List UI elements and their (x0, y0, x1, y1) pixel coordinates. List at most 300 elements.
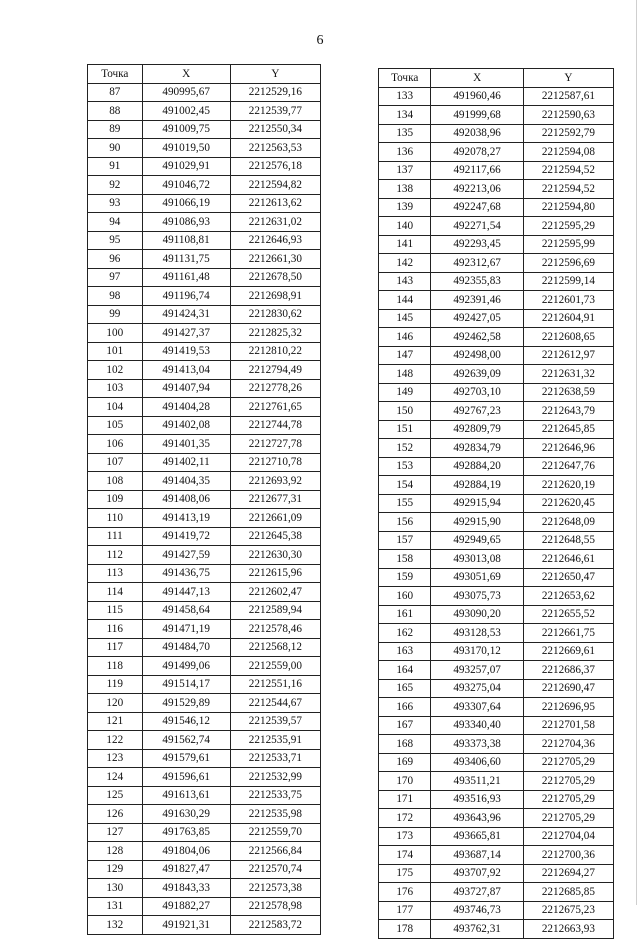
y-coordinate-cell: 2212648,09 (523, 513, 613, 532)
x-coordinate-cell: 492884,20 (431, 457, 523, 476)
point-number-cell: 132 (88, 916, 143, 935)
point-number-cell: 145 (379, 309, 431, 328)
point-number-cell: 174 (379, 846, 431, 865)
point-number-cell: 122 (88, 731, 143, 750)
x-coordinate-cell: 492462,58 (431, 328, 523, 347)
x-coordinate-cell: 492809,79 (431, 420, 523, 439)
x-coordinate-cell: 491066,19 (142, 194, 230, 213)
x-coordinate-cell: 491419,53 (142, 342, 230, 361)
table-row (88, 823, 321, 842)
x-coordinate-cell: 491413,04 (142, 361, 230, 380)
y-coordinate-cell: 2212578,46 (230, 620, 320, 639)
table-row (379, 513, 614, 532)
point-number-cell: 104 (88, 398, 143, 417)
x-coordinate-cell: 491419,72 (142, 527, 230, 546)
point-number-cell: 124 (88, 768, 143, 787)
x-coordinate-cell: 491514,17 (142, 675, 230, 694)
point-number-cell: 99 (88, 305, 143, 324)
x-coordinate-cell: 493373,38 (431, 735, 523, 754)
table-row (379, 716, 614, 735)
point-number-cell: 172 (379, 809, 431, 828)
table-row (379, 605, 614, 624)
table-body-left (88, 83, 321, 934)
x-coordinate-cell: 493707,92 (431, 864, 523, 883)
point-number-cell: 143 (379, 272, 431, 291)
table-row (379, 87, 614, 106)
y-coordinate-cell: 2212643,79 (523, 402, 613, 421)
table-row (88, 472, 321, 491)
x-coordinate-cell: 491131,75 (142, 250, 230, 269)
table-row (379, 124, 614, 143)
y-coordinate-cell: 2212677,31 (230, 490, 320, 509)
point-number-cell: 156 (379, 513, 431, 532)
x-coordinate-cell: 491804,06 (142, 842, 230, 861)
table-row (88, 176, 321, 195)
table-header-row (88, 65, 321, 84)
point-number-cell: 177 (379, 901, 431, 920)
y-coordinate-cell: 2212778,26 (230, 379, 320, 398)
point-number-cell: 140 (379, 217, 431, 236)
point-number-cell: 155 (379, 494, 431, 513)
y-coordinate-cell: 2212608,65 (523, 328, 613, 347)
y-coordinate-cell: 2212705,29 (523, 790, 613, 809)
x-coordinate-cell: 493406,60 (431, 753, 523, 772)
table-row (379, 698, 614, 717)
y-coordinate-cell: 2212696,95 (523, 698, 613, 717)
table-row (88, 361, 321, 380)
x-coordinate-cell: 492213,06 (431, 180, 523, 199)
point-number-cell: 95 (88, 231, 143, 250)
point-number-cell: 90 (88, 139, 143, 158)
x-coordinate-cell: 491029,91 (142, 157, 230, 176)
y-coordinate-cell: 2212669,61 (523, 642, 613, 661)
table-row (88, 694, 321, 713)
table-row (379, 827, 614, 846)
y-coordinate-cell: 2212698,91 (230, 287, 320, 306)
y-coordinate-cell: 2212532,99 (230, 768, 320, 787)
coordinates-table-right (378, 68, 614, 939)
y-coordinate-cell: 2212587,61 (523, 87, 613, 106)
x-coordinate-cell: 493051,69 (431, 568, 523, 587)
point-number-cell: 170 (379, 772, 431, 791)
column-header-x: X (142, 65, 230, 84)
point-number-cell: 127 (88, 823, 143, 842)
y-coordinate-cell: 2212694,27 (523, 864, 613, 883)
x-coordinate-cell: 491019,50 (142, 139, 230, 158)
y-coordinate-cell: 2212647,76 (523, 457, 613, 476)
y-coordinate-cell: 2212663,93 (523, 920, 613, 939)
y-coordinate-cell: 2212594,08 (523, 143, 613, 162)
x-coordinate-cell: 492639,09 (431, 365, 523, 384)
table-row (379, 735, 614, 754)
point-number-cell: 137 (379, 161, 431, 180)
y-coordinate-cell: 2212544,67 (230, 694, 320, 713)
x-coordinate-cell: 492915,90 (431, 513, 523, 532)
table-row (379, 346, 614, 365)
table-row (379, 439, 614, 458)
y-coordinate-cell: 2212568,12 (230, 638, 320, 657)
table-row (379, 809, 614, 828)
point-number-cell: 162 (379, 624, 431, 643)
point-number-cell: 114 (88, 583, 143, 602)
table-row (88, 860, 321, 879)
table-row (379, 106, 614, 125)
x-coordinate-cell: 492703,10 (431, 383, 523, 402)
y-coordinate-cell: 2212620,45 (523, 494, 613, 513)
y-coordinate-cell: 2212830,62 (230, 305, 320, 324)
point-number-cell: 92 (88, 176, 143, 195)
x-coordinate-cell: 491763,85 (142, 823, 230, 842)
x-coordinate-cell: 493340,40 (431, 716, 523, 735)
x-coordinate-cell: 491596,61 (142, 768, 230, 787)
x-coordinate-cell: 491882,27 (142, 897, 230, 916)
x-coordinate-cell: 491086,93 (142, 213, 230, 232)
point-number-cell: 109 (88, 490, 143, 509)
x-coordinate-cell: 491401,35 (142, 435, 230, 454)
x-coordinate-cell: 492767,23 (431, 402, 523, 421)
point-number-cell: 105 (88, 416, 143, 435)
table-row (88, 601, 321, 620)
y-coordinate-cell: 2212573,38 (230, 879, 320, 898)
point-number-cell: 173 (379, 827, 431, 846)
x-coordinate-cell: 491630,29 (142, 805, 230, 824)
x-coordinate-cell: 492427,05 (431, 309, 523, 328)
point-number-cell: 101 (88, 342, 143, 361)
point-number-cell: 146 (379, 328, 431, 347)
table-row (379, 901, 614, 920)
point-number-cell: 119 (88, 675, 143, 694)
x-coordinate-cell: 493013,08 (431, 550, 523, 569)
point-number-cell: 98 (88, 287, 143, 306)
y-coordinate-cell: 2212678,50 (230, 268, 320, 287)
table-row (88, 731, 321, 750)
point-number-cell: 103 (88, 379, 143, 398)
x-coordinate-cell: 493075,73 (431, 587, 523, 606)
table-row (88, 213, 321, 232)
column-header-point: Точка (88, 65, 143, 84)
x-coordinate-cell: 491407,94 (142, 379, 230, 398)
point-number-cell: 166 (379, 698, 431, 717)
y-coordinate-cell: 2212661,75 (523, 624, 613, 643)
point-number-cell: 161 (379, 605, 431, 624)
point-number-cell: 175 (379, 864, 431, 883)
x-coordinate-cell: 493516,93 (431, 790, 523, 809)
point-number-cell: 93 (88, 194, 143, 213)
x-coordinate-cell: 493727,87 (431, 883, 523, 902)
point-number-cell: 142 (379, 254, 431, 273)
y-coordinate-cell: 2212710,78 (230, 453, 320, 472)
y-coordinate-cell: 2212631,02 (230, 213, 320, 232)
table-row (379, 365, 614, 384)
x-coordinate-cell: 493762,31 (431, 920, 523, 939)
x-coordinate-cell: 491529,89 (142, 694, 230, 713)
y-coordinate-cell: 2212620,19 (523, 476, 613, 495)
x-coordinate-cell: 492834,79 (431, 439, 523, 458)
x-coordinate-cell: 491427,37 (142, 324, 230, 343)
table-row (88, 712, 321, 731)
table-row (88, 102, 321, 121)
y-coordinate-cell: 2212583,72 (230, 916, 320, 935)
table-row (88, 768, 321, 787)
point-number-cell: 171 (379, 790, 431, 809)
point-number-cell: 89 (88, 120, 143, 139)
y-coordinate-cell: 2212563,53 (230, 139, 320, 158)
y-coordinate-cell: 2212761,65 (230, 398, 320, 417)
x-coordinate-cell: 493746,73 (431, 901, 523, 920)
point-number-cell: 163 (379, 642, 431, 661)
x-coordinate-cell: 492949,65 (431, 531, 523, 550)
table-row (88, 583, 321, 602)
point-number-cell: 131 (88, 897, 143, 916)
y-coordinate-cell: 2212615,96 (230, 564, 320, 583)
x-coordinate-cell: 491402,11 (142, 453, 230, 472)
point-number-cell: 88 (88, 102, 143, 121)
table-row (379, 272, 614, 291)
table-row (88, 194, 321, 213)
table-row (88, 546, 321, 565)
y-coordinate-cell: 2212685,85 (523, 883, 613, 902)
x-coordinate-cell: 493128,53 (431, 624, 523, 643)
y-coordinate-cell: 2212655,52 (523, 605, 613, 624)
x-coordinate-cell: 493511,21 (431, 772, 523, 791)
x-coordinate-cell: 491436,75 (142, 564, 230, 583)
point-number-cell: 168 (379, 735, 431, 754)
y-coordinate-cell: 2212594,80 (523, 198, 613, 217)
y-coordinate-cell: 2212559,70 (230, 823, 320, 842)
x-coordinate-cell: 491499,06 (142, 657, 230, 676)
point-number-cell: 152 (379, 439, 431, 458)
point-number-cell: 135 (379, 124, 431, 143)
table-header-row (379, 69, 614, 88)
point-number-cell: 160 (379, 587, 431, 606)
y-coordinate-cell: 2212589,94 (230, 601, 320, 620)
table-row (88, 453, 321, 472)
table-row (379, 531, 614, 550)
point-number-cell: 138 (379, 180, 431, 199)
point-number-cell: 111 (88, 527, 143, 546)
y-coordinate-cell: 2212595,29 (523, 217, 613, 236)
point-number-cell: 108 (88, 472, 143, 491)
x-coordinate-cell: 491413,19 (142, 509, 230, 528)
y-coordinate-cell: 2212646,93 (230, 231, 320, 250)
point-number-cell: 115 (88, 601, 143, 620)
point-number-cell: 123 (88, 749, 143, 768)
y-coordinate-cell: 2212645,38 (230, 527, 320, 546)
table-row (88, 675, 321, 694)
table-row (379, 476, 614, 495)
y-coordinate-cell: 2212612,97 (523, 346, 613, 365)
table-row (88, 786, 321, 805)
x-coordinate-cell: 491424,31 (142, 305, 230, 324)
y-coordinate-cell: 2212566,84 (230, 842, 320, 861)
table-row (379, 587, 614, 606)
point-number-cell: 113 (88, 564, 143, 583)
scan-edge-line (636, 0, 637, 905)
y-coordinate-cell: 2212533,71 (230, 749, 320, 768)
point-number-cell: 120 (88, 694, 143, 713)
table-row (379, 420, 614, 439)
table-row (88, 305, 321, 324)
point-number-cell: 87 (88, 83, 143, 102)
point-number-cell: 110 (88, 509, 143, 528)
y-coordinate-cell: 2212693,92 (230, 472, 320, 491)
x-coordinate-cell: 491562,74 (142, 731, 230, 750)
point-number-cell: 167 (379, 716, 431, 735)
y-coordinate-cell: 2212700,36 (523, 846, 613, 865)
y-coordinate-cell: 2212594,52 (523, 180, 613, 199)
x-coordinate-cell: 491613,61 (142, 786, 230, 805)
y-coordinate-cell: 2212590,63 (523, 106, 613, 125)
x-coordinate-cell: 491002,45 (142, 102, 230, 121)
point-number-cell: 148 (379, 365, 431, 384)
x-coordinate-cell: 491196,74 (142, 287, 230, 306)
y-coordinate-cell: 2212825,32 (230, 324, 320, 343)
x-coordinate-cell: 493170,12 (431, 642, 523, 661)
y-coordinate-cell: 2212535,98 (230, 805, 320, 824)
x-coordinate-cell: 491843,33 (142, 879, 230, 898)
point-number-cell: 130 (88, 879, 143, 898)
point-number-cell: 150 (379, 402, 431, 421)
table-row (379, 143, 614, 162)
point-number-cell: 141 (379, 235, 431, 254)
y-coordinate-cell: 2212529,16 (230, 83, 320, 102)
y-coordinate-cell: 2212594,82 (230, 176, 320, 195)
column-header-x: X (431, 69, 523, 88)
table-row (379, 457, 614, 476)
y-coordinate-cell: 2212539,77 (230, 102, 320, 121)
y-coordinate-cell: 2212690,47 (523, 679, 613, 698)
y-coordinate-cell: 2212604,91 (523, 309, 613, 328)
y-coordinate-cell: 2212539,57 (230, 712, 320, 731)
y-coordinate-cell: 2212794,49 (230, 361, 320, 380)
x-coordinate-cell: 492117,66 (431, 161, 523, 180)
table-row (88, 379, 321, 398)
table-row (379, 568, 614, 587)
y-coordinate-cell: 2212701,58 (523, 716, 613, 735)
table-row (379, 494, 614, 513)
x-coordinate-cell: 491108,81 (142, 231, 230, 250)
table-row (88, 897, 321, 916)
x-coordinate-cell: 491408,06 (142, 490, 230, 509)
point-number-cell: 129 (88, 860, 143, 879)
y-coordinate-cell: 2212638,59 (523, 383, 613, 402)
point-number-cell: 128 (88, 842, 143, 861)
point-number-cell: 157 (379, 531, 431, 550)
y-coordinate-cell: 2212630,30 (230, 546, 320, 565)
x-coordinate-cell: 491458,64 (142, 601, 230, 620)
x-coordinate-cell: 493307,64 (431, 698, 523, 717)
x-coordinate-cell: 491161,48 (142, 268, 230, 287)
table-row (379, 550, 614, 569)
point-number-cell: 144 (379, 291, 431, 310)
table-row (88, 509, 321, 528)
y-coordinate-cell: 2212613,62 (230, 194, 320, 213)
point-number-cell: 134 (379, 106, 431, 125)
page-number: 6 (316, 33, 324, 48)
y-coordinate-cell: 2212631,32 (523, 365, 613, 384)
x-coordinate-cell: 491427,59 (142, 546, 230, 565)
y-coordinate-cell: 2212533,75 (230, 786, 320, 805)
table-row (379, 309, 614, 328)
point-number-cell: 126 (88, 805, 143, 824)
table-row (379, 642, 614, 661)
x-coordinate-cell: 491009,75 (142, 120, 230, 139)
x-coordinate-cell: 491921,31 (142, 916, 230, 935)
y-coordinate-cell: 2212535,91 (230, 731, 320, 750)
table-row (379, 198, 614, 217)
x-coordinate-cell: 491827,47 (142, 860, 230, 879)
y-coordinate-cell: 2212705,29 (523, 772, 613, 791)
x-coordinate-cell: 492247,68 (431, 198, 523, 217)
x-coordinate-cell: 491579,61 (142, 749, 230, 768)
table-row (379, 790, 614, 809)
x-coordinate-cell: 492915,94 (431, 494, 523, 513)
table-row (88, 490, 321, 509)
point-number-cell: 106 (88, 435, 143, 454)
table-row (88, 416, 321, 435)
table-row (88, 398, 321, 417)
point-number-cell: 97 (88, 268, 143, 287)
table-row (379, 772, 614, 791)
y-coordinate-cell: 2212596,69 (523, 254, 613, 273)
table-row (88, 268, 321, 287)
table-row (379, 753, 614, 772)
table-row (88, 120, 321, 139)
y-coordinate-cell: 2212661,30 (230, 250, 320, 269)
point-number-cell: 159 (379, 568, 431, 587)
y-coordinate-cell: 2212675,23 (523, 901, 613, 920)
point-number-cell: 100 (88, 324, 143, 343)
y-coordinate-cell: 2212744,78 (230, 416, 320, 435)
table-row (379, 883, 614, 902)
table-row (88, 916, 321, 935)
x-coordinate-cell: 493275,04 (431, 679, 523, 698)
point-number-cell: 139 (379, 198, 431, 217)
table-row (88, 324, 321, 343)
x-coordinate-cell: 493665,81 (431, 827, 523, 846)
y-coordinate-cell: 2212704,36 (523, 735, 613, 754)
table-row (88, 83, 321, 102)
y-coordinate-cell: 2212704,04 (523, 827, 613, 846)
x-coordinate-cell: 492038,96 (431, 124, 523, 143)
x-coordinate-cell: 491447,13 (142, 583, 230, 602)
x-coordinate-cell: 492884,19 (431, 476, 523, 495)
point-number-cell: 117 (88, 638, 143, 657)
x-coordinate-cell: 491402,08 (142, 416, 230, 435)
point-number-cell: 169 (379, 753, 431, 772)
y-coordinate-cell: 2212648,55 (523, 531, 613, 550)
point-number-cell: 154 (379, 476, 431, 495)
y-coordinate-cell: 2212601,73 (523, 291, 613, 310)
x-coordinate-cell: 493687,14 (431, 846, 523, 865)
y-coordinate-cell: 2212578,98 (230, 897, 320, 916)
y-coordinate-cell: 2212661,09 (230, 509, 320, 528)
x-coordinate-cell: 491960,46 (431, 87, 523, 106)
table-row (379, 864, 614, 883)
y-coordinate-cell: 2212592,79 (523, 124, 613, 143)
point-number-cell: 178 (379, 920, 431, 939)
y-coordinate-cell: 2212559,00 (230, 657, 320, 676)
column-header-y: Y (523, 69, 613, 88)
table-row (88, 139, 321, 158)
table-body-right (379, 87, 614, 938)
point-number-cell: 91 (88, 157, 143, 176)
y-coordinate-cell: 2212599,14 (523, 272, 613, 291)
coordinates-table-left (87, 64, 321, 935)
table-row (379, 679, 614, 698)
table-row (379, 291, 614, 310)
y-coordinate-cell: 2212595,99 (523, 235, 613, 254)
